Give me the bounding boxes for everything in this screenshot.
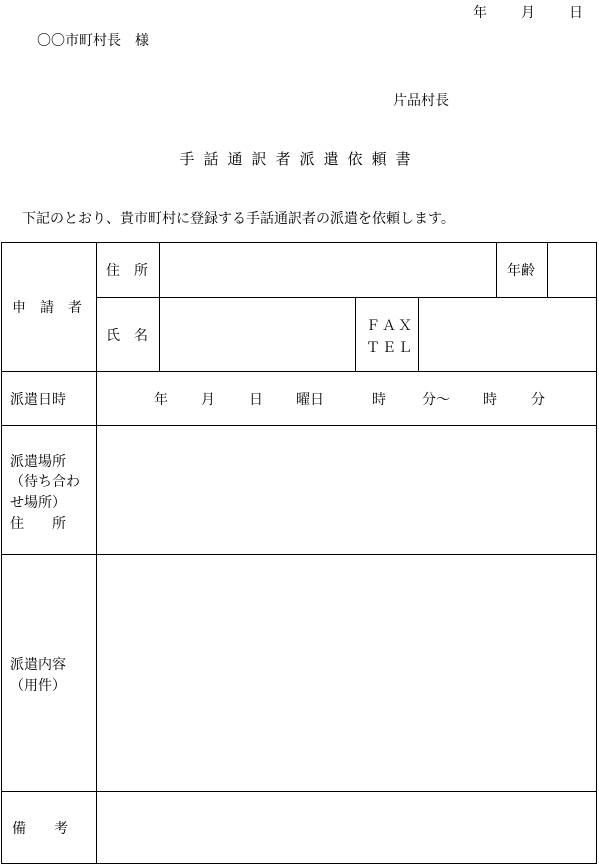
datetime-hour-start[interactable]: 時 [372, 392, 386, 408]
address-name-label-divider [159, 243, 160, 371]
datetime-label: 派遣日時 [10, 392, 66, 408]
address-field[interactable] [168, 260, 488, 280]
age-field[interactable] [552, 260, 592, 280]
faxtel-left-divider [355, 297, 356, 371]
label-column-divider [96, 243, 97, 864]
row-divider-applicant [96, 297, 597, 298]
datetime-minute-end[interactable]: 分 [531, 392, 545, 408]
faxtel-right-divider [418, 297, 419, 371]
remarks-field[interactable] [106, 799, 586, 857]
sender: 片品村長 [393, 93, 449, 109]
remarks-label: 備 考 [12, 821, 68, 837]
place-label-line1: 派遣場所 [10, 454, 66, 470]
date-year: 年 [473, 5, 487, 21]
age-label: 年齢 [507, 263, 535, 279]
name-field[interactable] [168, 325, 348, 345]
place-field[interactable] [106, 433, 586, 543]
faxtel-field[interactable] [426, 325, 591, 345]
datetime-minute-start[interactable]: 分～ [422, 392, 450, 408]
request-form [1, 242, 597, 864]
date-month: 月 [521, 5, 535, 21]
row-divider-datetime [2, 371, 597, 372]
row-divider-remarks [2, 791, 597, 792]
age-label-right-divider [547, 243, 548, 297]
datetime-month[interactable]: 月 [201, 392, 215, 408]
row-divider-content [2, 554, 597, 555]
datetime-day[interactable]: 日 [249, 392, 263, 408]
document-title: 手話通訳者派遣依頼書 [179, 150, 420, 168]
intro-text: 下記のとおり、貴市町村に登録する手話通訳者の派遣を依頼します。 [22, 211, 455, 227]
place-label-line2: （待ち合わ [10, 474, 80, 490]
content-label-line1: 派遣内容 [10, 657, 66, 673]
place-label-line4: 住 所 [10, 516, 66, 532]
content-field[interactable] [106, 563, 586, 783]
name-label: 氏 名 [106, 328, 148, 344]
age-label-left-divider [496, 243, 497, 297]
datetime-weekday[interactable]: 曜日 [296, 392, 324, 408]
fax-label: ＦＡＸ [366, 318, 414, 334]
datetime-year[interactable]: 年 [154, 392, 168, 408]
tel-label: ＴＥＬ [366, 340, 414, 356]
date-line [473, 2, 583, 22]
date-day: 日 [569, 5, 583, 21]
content-label-line2: （用件） [10, 678, 66, 694]
applicant-label: 申 請 者 [12, 300, 82, 316]
datetime-hour-end[interactable]: 時 [483, 392, 497, 408]
address-label: 住 所 [106, 263, 148, 279]
place-label-line3: せ場所） [10, 495, 66, 511]
row-divider-place [2, 425, 597, 426]
addressee: 〇〇市町村長 様 [37, 33, 149, 49]
